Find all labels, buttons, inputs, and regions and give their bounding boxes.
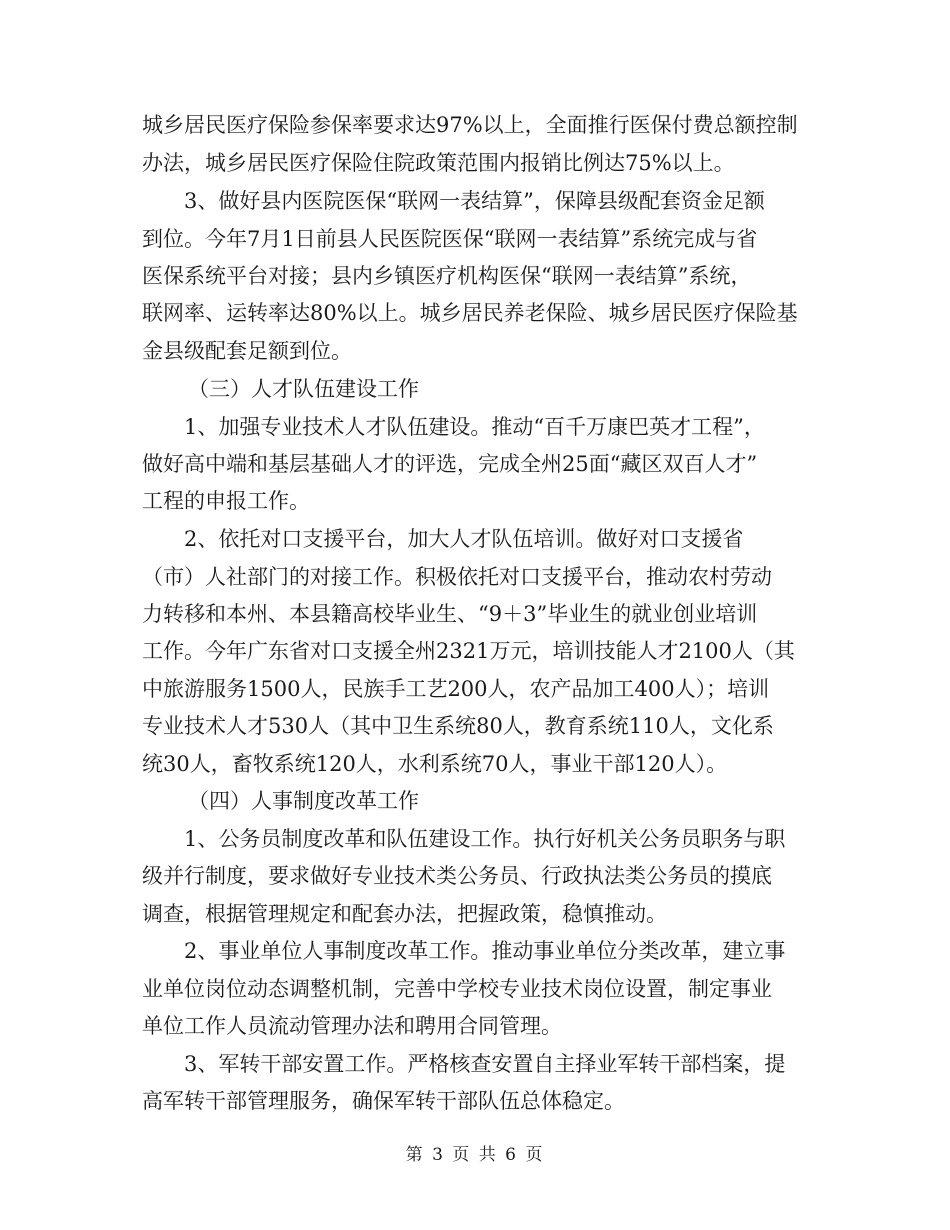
text-line: 金县级配套足额到位。 [142,339,352,363]
section-heading: （四）人事制度改革工作 [188,789,419,813]
text-line: 2、依托对口支援平台，加大人才队伍培训。做好对口支援省 [184,527,744,551]
text-line: 单位工作人员流动管理办法和聘用合同管理。 [142,1014,562,1038]
text-line: 办法，城乡居民医疗保险住院政策范围内报销比例达75%以上。 [142,151,735,175]
text-line: 调查，根据管理规定和配套办法，把握政策，稳慎推动。 [142,902,667,926]
text-line: 统30人，畜牧系统120人，水利系统70人，事业干部120人）。 [142,752,728,776]
section-heading: （三）人才队伍建设工作 [188,377,419,401]
text-line: 工作。今年广东省对口支援全州2321万元，培训技能人才2100人（其 [142,639,795,663]
text-line: 专业技术人才530人（其中卫生系统80人，教育系统110人，文化系 [142,714,774,738]
text-line: 1、加强专业技术人才队伍建设。推动“百千万康巴英才工程”， [184,415,765,439]
text-line: 1、公务员制度改革和队伍建设工作。执行好机关公务员职务与职 [184,827,786,851]
text-line: 级并行制度，要求做好专业技术类公务员、行政执法类公务员的摸底 [142,864,772,888]
text-line: 中旅游服务1500人，民族手工艺200人，农产品加工400人）；培训 [142,677,770,701]
text-line: 3、军转干部安置工作。严格核查安置自主择业军转干部档案，提 [184,1052,786,1076]
text-line: 做好高中端和基层基础人才的评选，完成全州25面“藏区双百人才” [142,452,758,476]
text-line: 医保系统平台对接；县内乡镇医疗机构医保“联网一表结算”系统， [142,264,752,288]
text-line: 工程的申报工作。 [142,489,310,513]
text-line: （市）人社部门的对接工作。积极依托对口支援平台，推动农村劳动 [142,565,772,589]
text-line: 联网率、运转率达80%以上。城乡居民养老保险、城乡居民医疗保险基 [142,301,798,325]
text-line: 高军转干部管理服务，确保军转干部队伍总体稳定。 [142,1089,625,1113]
text-line: 到位。今年7月1日前县人民医院医保“联网一表结算”系统完成与省 [142,227,758,251]
text-line: 力转移和本州、本县籍高校毕业生、“9＋3”毕业生的就业创业培训 [142,602,758,626]
text-line: 城乡居民医疗保险参保率要求达97%以上，全面推行医保付费总额控制 [142,113,798,137]
text-line: 业单位岗位动态调整机制，完善中学校专业技术岗位设置，制定事业 [142,977,772,1001]
text-line: 3、做好县内医院医保“联网一表结算”，保障县级配套资金足额 [184,189,765,213]
page-number-footer: 第 3 页 共 6 页 [405,1145,545,1165]
text-line: 2、事业单位人事制度改革工作。推动事业单位分类改革，建立事 [184,939,786,963]
